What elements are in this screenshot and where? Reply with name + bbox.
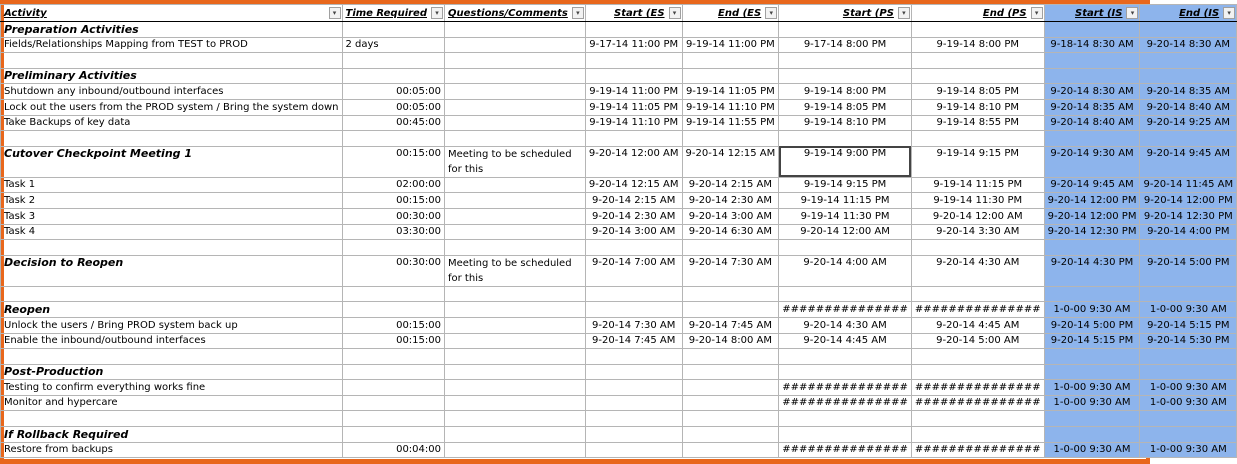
cell-is-end[interactable]: 1-0-00 9:30 AM xyxy=(1140,302,1237,318)
column-header-label: Questions/Comments xyxy=(448,8,568,19)
cell-ps-start[interactable]: 9-19-14 8:00 PM xyxy=(779,84,912,100)
cell-questions-comments[interactable] xyxy=(445,177,586,193)
cell-ps-start[interactable] xyxy=(779,411,912,427)
task-row xyxy=(1,37,1237,53)
cell-questions-comments[interactable] xyxy=(445,37,586,53)
cell-es-start[interactable]: 9-20-14 7:45 AM xyxy=(585,333,682,349)
cell-activity[interactable] xyxy=(1,286,343,302)
cell-questions-comments[interactable] xyxy=(445,333,586,349)
cell-es-end[interactable] xyxy=(682,427,779,443)
cell-activity[interactable] xyxy=(1,411,343,427)
cell-es-end[interactable]: 9-20-14 7:45 AM xyxy=(682,317,779,333)
cell-es-start[interactable] xyxy=(585,22,682,38)
task-row xyxy=(1,208,1237,224)
column-header-questions-comments[interactable] xyxy=(445,5,586,22)
cell-is-start[interactable]: 9-20-14 12:00 PM xyxy=(1044,208,1140,224)
cell-es-start[interactable] xyxy=(585,427,682,443)
cell-is-end[interactable]: 1-0-00 9:30 AM xyxy=(1140,442,1237,458)
cell-es-start[interactable] xyxy=(585,286,682,302)
cell-activity[interactable]: Restore from backups xyxy=(1,442,343,458)
cell-time-required[interactable] xyxy=(342,22,445,38)
cell-ps-end[interactable]: 9-19-14 11:15 PM xyxy=(911,177,1044,193)
cell-activity[interactable]: Decision to Reopen xyxy=(1,255,343,286)
cell-activity[interactable]: Enable the inbound/outbound interfaces xyxy=(1,333,343,349)
cell-ps-end[interactable]: 9-20-14 4:45 AM xyxy=(911,317,1044,333)
cell-questions-comments[interactable] xyxy=(445,442,586,458)
cell-ps-end[interactable] xyxy=(911,286,1044,302)
cell-ps-end[interactable]: 9-19-14 9:15 PM xyxy=(911,146,1044,177)
blank-row xyxy=(1,131,1237,147)
cell-is-end[interactable] xyxy=(1140,22,1237,38)
cell-activity[interactable]: Fields/Relationships Mapping from TEST to PROD xyxy=(1,37,343,53)
cell-time-required[interactable] xyxy=(342,411,445,427)
cell-time-required[interactable]: 00:05:00 xyxy=(342,99,445,115)
cell-es-start[interactable] xyxy=(585,349,682,365)
cell-is-start[interactable]: 9-20-14 9:45 AM xyxy=(1044,177,1140,193)
cell-es-start[interactable]: 9-20-14 12:00 AM xyxy=(585,146,682,177)
cell-es-start[interactable]: 9-20-14 3:00 AM xyxy=(585,224,682,240)
filter-dropdown-icon[interactable]: ▾ xyxy=(1126,7,1138,19)
cell-time-required[interactable]: 2 days xyxy=(342,37,445,53)
cell-questions-comments[interactable] xyxy=(445,224,586,240)
cell-es-start[interactable] xyxy=(585,380,682,396)
cell-is-end[interactable]: 9-20-14 11:45 AM xyxy=(1140,177,1237,193)
cell-es-end[interactable]: 9-19-14 11:55 PM xyxy=(682,115,779,131)
cell-time-required[interactable] xyxy=(342,68,445,84)
cell-time-required[interactable] xyxy=(342,349,445,365)
cell-es-end[interactable]: 9-20-14 3:00 AM xyxy=(682,208,779,224)
cell-es-end[interactable]: 9-20-14 6:30 AM xyxy=(682,224,779,240)
cell-questions-comments[interactable] xyxy=(445,411,586,427)
cell-is-end[interactable]: 9-20-14 4:00 PM xyxy=(1140,224,1237,240)
cell-time-required[interactable] xyxy=(342,131,445,147)
cell-activity[interactable]: Task 3 xyxy=(1,208,343,224)
cell-ps-start[interactable]: 9-20-14 4:45 AM xyxy=(779,333,912,349)
section-row xyxy=(1,22,1237,38)
cell-questions-comments[interactable]: Meeting to be scheduled for this xyxy=(445,255,586,286)
cell-ps-end[interactable]: 9-19-14 8:10 PM xyxy=(911,99,1044,115)
cell-is-start[interactable]: 1-0-00 9:30 AM xyxy=(1044,395,1140,411)
cell-is-end[interactable] xyxy=(1140,364,1237,380)
cell-es-end[interactable] xyxy=(682,302,779,318)
cell-ps-end[interactable] xyxy=(911,22,1044,38)
cell-is-end[interactable]: 9-20-14 9:45 AM xyxy=(1140,146,1237,177)
column-header-label: Start (IS xyxy=(1075,8,1123,19)
cell-es-end[interactable] xyxy=(682,68,779,84)
section-row xyxy=(1,427,1237,443)
cell-is-start[interactable]: 9-20-14 8:40 AM xyxy=(1044,115,1140,131)
section-row xyxy=(1,68,1237,84)
task-row xyxy=(1,224,1237,240)
cell-is-end[interactable]: 9-20-14 8:40 AM xyxy=(1140,99,1237,115)
cell-es-end[interactable] xyxy=(682,53,779,69)
cell-ps-end[interactable] xyxy=(911,411,1044,427)
cell-es-start[interactable]: 9-17-14 11:00 PM xyxy=(585,37,682,53)
cell-es-start[interactable] xyxy=(585,240,682,256)
cell-ps-start[interactable]: 9-19-14 8:10 PM xyxy=(779,115,912,131)
column-header-label: Activity xyxy=(4,8,47,19)
filter-dropdown-icon[interactable]: ▾ xyxy=(898,7,910,19)
cell-ps-end[interactable]: 9-19-14 11:30 PM xyxy=(911,193,1044,209)
cell-activity[interactable]: Reopen xyxy=(1,302,343,318)
cell-es-end[interactable] xyxy=(682,131,779,147)
cell-is-end[interactable] xyxy=(1140,411,1237,427)
cell-is-start[interactable]: 1-0-00 9:30 AM xyxy=(1044,442,1140,458)
cell-activity[interactable]: Cutover Checkpoint Meeting 1 xyxy=(1,146,343,177)
filter-dropdown-icon[interactable]: ▾ xyxy=(765,7,777,19)
cell-ps-end[interactable]: ############### xyxy=(911,302,1044,318)
column-header-label: Time Required xyxy=(345,8,427,19)
cell-ps-start[interactable]: 9-17-14 8:00 PM xyxy=(779,37,912,53)
cell-is-end[interactable] xyxy=(1140,68,1237,84)
cell-is-start[interactable]: 1-0-00 9:30 AM xyxy=(1044,380,1140,396)
cell-time-required[interactable]: 03:30:00 xyxy=(342,224,445,240)
cell-is-start[interactable]: 9-20-14 12:30 PM xyxy=(1044,224,1140,240)
cell-ps-end[interactable]: 9-20-14 5:00 AM xyxy=(911,333,1044,349)
cell-is-start[interactable]: 9-18-14 8:30 AM xyxy=(1044,37,1140,53)
cell-is-end[interactable]: 1-0-00 9:30 AM xyxy=(1140,395,1237,411)
column-header-is-end[interactable] xyxy=(1140,5,1237,22)
column-header-time-required[interactable] xyxy=(342,5,445,22)
cell-ps-start[interactable] xyxy=(779,131,912,147)
cell-time-required[interactable]: 00:05:00 xyxy=(342,84,445,100)
cell-es-end[interactable] xyxy=(682,411,779,427)
cell-ps-end[interactable]: ############### xyxy=(911,380,1044,396)
cell-ps-start[interactable] xyxy=(779,286,912,302)
cell-is-start[interactable] xyxy=(1044,240,1140,256)
cell-time-required[interactable] xyxy=(342,427,445,443)
filter-dropdown-icon[interactable]: ▾ xyxy=(1223,7,1235,19)
cell-es-start[interactable] xyxy=(585,131,682,147)
cell-time-required[interactable] xyxy=(342,286,445,302)
cell-time-required[interactable] xyxy=(342,240,445,256)
column-header-label: End (PS xyxy=(982,8,1027,19)
cell-is-start[interactable]: 1-0-00 9:30 AM xyxy=(1044,302,1140,318)
cell-questions-comments[interactable] xyxy=(445,84,586,100)
cell-ps-start[interactable]: 9-20-14 4:30 AM xyxy=(779,317,912,333)
cell-es-end[interactable]: 9-19-14 11:05 PM xyxy=(682,84,779,100)
cell-ps-end[interactable]: ############### xyxy=(911,442,1044,458)
cell-time-required[interactable]: 00:15:00 xyxy=(342,146,445,177)
cell-is-end[interactable] xyxy=(1140,286,1237,302)
cutover-schedule-table xyxy=(0,4,1237,458)
cell-is-start[interactable]: 9-20-14 5:00 PM xyxy=(1044,317,1140,333)
blank-row xyxy=(1,411,1237,427)
cell-is-start[interactable]: 9-20-14 5:15 PM xyxy=(1044,333,1140,349)
cell-ps-start[interactable]: 9-20-14 12:00 AM xyxy=(779,224,912,240)
cell-time-required[interactable] xyxy=(342,380,445,396)
column-header-label: End (ES xyxy=(718,8,762,19)
cell-ps-start[interactable]: ############### xyxy=(779,442,912,458)
cell-es-start[interactable]: 9-19-14 11:10 PM xyxy=(585,115,682,131)
cell-is-start[interactable] xyxy=(1044,427,1140,443)
cell-es-start[interactable]: 9-20-14 2:30 AM xyxy=(585,208,682,224)
cell-ps-end[interactable]: 9-20-14 4:30 AM xyxy=(911,255,1044,286)
cell-is-end[interactable]: 1-0-00 9:30 AM xyxy=(1140,380,1237,396)
cell-time-required[interactable]: 00:45:00 xyxy=(342,115,445,131)
cell-ps-start[interactable]: 9-20-14 4:00 AM xyxy=(779,255,912,286)
cell-es-end[interactable]: 9-20-14 12:15 AM xyxy=(682,146,779,177)
cell-is-start[interactable] xyxy=(1044,286,1140,302)
cell-ps-start[interactable]: 9-19-14 8:05 PM xyxy=(779,99,912,115)
cell-is-end[interactable] xyxy=(1140,240,1237,256)
cell-es-end[interactable]: 9-19-14 11:00 PM xyxy=(682,37,779,53)
cell-activity[interactable]: Lock out the users from the PROD system / Bring the system down xyxy=(1,99,343,115)
cell-time-required[interactable]: 00:04:00 xyxy=(342,442,445,458)
cell-questions-comments[interactable] xyxy=(445,349,586,365)
cell-is-end[interactable] xyxy=(1140,131,1237,147)
cell-ps-start[interactable]: ############### xyxy=(779,380,912,396)
cell-ps-start[interactable] xyxy=(779,427,912,443)
cell-es-start[interactable] xyxy=(585,302,682,318)
cell-time-required[interactable] xyxy=(342,364,445,380)
cell-ps-end[interactable]: 9-19-14 8:55 PM xyxy=(911,115,1044,131)
task-row xyxy=(1,333,1237,349)
cell-ps-end[interactable]: 9-20-14 12:00 AM xyxy=(911,208,1044,224)
cell-ps-end[interactable] xyxy=(911,240,1044,256)
cell-questions-comments[interactable] xyxy=(445,193,586,209)
cell-es-start[interactable] xyxy=(585,364,682,380)
cell-es-end[interactable] xyxy=(682,442,779,458)
cell-questions-comments[interactable] xyxy=(445,286,586,302)
cell-ps-end[interactable]: 9-19-14 8:00 PM xyxy=(911,37,1044,53)
task-row xyxy=(1,177,1237,193)
cell-ps-end[interactable] xyxy=(911,427,1044,443)
cell-ps-end[interactable] xyxy=(911,131,1044,147)
cell-ps-start[interactable]: 9-19-14 9:15 PM xyxy=(779,177,912,193)
cell-es-start[interactable]: 9-20-14 12:15 AM xyxy=(585,177,682,193)
cell-activity[interactable]: If Rollback Required xyxy=(1,427,343,443)
filter-dropdown-icon[interactable]: ▾ xyxy=(669,7,681,19)
cell-activity[interactable] xyxy=(1,349,343,365)
cell-ps-start[interactable]: ############### xyxy=(779,395,912,411)
cell-is-start[interactable]: 9-20-14 9:30 AM xyxy=(1044,146,1140,177)
cell-ps-start[interactable] xyxy=(779,240,912,256)
cell-ps-start[interactable] xyxy=(779,349,912,365)
cell-activity[interactable]: Task 2 xyxy=(1,193,343,209)
header-row xyxy=(1,5,1237,22)
blank-row xyxy=(1,286,1237,302)
cell-questions-comments[interactable] xyxy=(445,395,586,411)
cell-activity[interactable]: Task 1 xyxy=(1,177,343,193)
cell-ps-start[interactable] xyxy=(779,364,912,380)
cell-es-start[interactable] xyxy=(585,395,682,411)
cell-time-required[interactable]: 02:00:00 xyxy=(342,177,445,193)
cell-time-required[interactable]: 00:15:00 xyxy=(342,317,445,333)
cell-es-start[interactable]: 9-20-14 7:00 AM xyxy=(585,255,682,286)
cell-time-required[interactable] xyxy=(342,302,445,318)
column-header-activity[interactable] xyxy=(1,5,343,22)
cell-is-end[interactable]: 9-20-14 9:25 AM xyxy=(1140,115,1237,131)
cell-ps-end[interactable] xyxy=(911,349,1044,365)
cell-activity[interactable]: Shutdown any inbound/outbound interfaces xyxy=(1,84,343,100)
cell-is-start[interactable] xyxy=(1044,53,1140,69)
cell-is-start[interactable] xyxy=(1044,68,1140,84)
cell-questions-comments[interactable] xyxy=(445,115,586,131)
cell-activity[interactable]: Preliminary Activities xyxy=(1,68,343,84)
cell-questions-comments[interactable] xyxy=(445,208,586,224)
task-row xyxy=(1,380,1237,396)
cell-es-end[interactable] xyxy=(682,380,779,396)
cell-es-end[interactable] xyxy=(682,240,779,256)
cell-activity[interactable]: Monitor and hypercare xyxy=(1,395,343,411)
cell-is-end[interactable]: 9-20-14 12:30 PM xyxy=(1140,208,1237,224)
section-row xyxy=(1,302,1237,318)
column-header-label: Start (ES xyxy=(614,8,665,19)
cell-es-end[interactable]: 9-20-14 7:30 AM xyxy=(682,255,779,286)
cell-ps-start[interactable]: 9-19-14 11:15 PM xyxy=(779,193,912,209)
task-row xyxy=(1,442,1237,458)
cell-activity[interactable]: Testing to confirm everything works fine xyxy=(1,380,343,396)
cell-is-start[interactable]: 9-20-14 8:35 AM xyxy=(1044,99,1140,115)
cell-ps-end[interactable]: 9-19-14 8:05 PM xyxy=(911,84,1044,100)
cell-es-end[interactable]: 9-20-14 2:30 AM xyxy=(682,193,779,209)
column-header-es-end[interactable] xyxy=(682,5,779,22)
task-row xyxy=(1,84,1237,100)
cell-time-required[interactable] xyxy=(342,395,445,411)
cell-time-required[interactable]: 00:15:00 xyxy=(342,333,445,349)
column-header-label: Start (PS xyxy=(842,8,894,19)
cell-is-start[interactable] xyxy=(1044,411,1140,427)
cell-is-start[interactable] xyxy=(1044,349,1140,365)
cell-questions-comments[interactable] xyxy=(445,380,586,396)
cell-questions-comments[interactable] xyxy=(445,22,586,38)
cell-es-start[interactable] xyxy=(585,411,682,427)
cell-questions-comments[interactable] xyxy=(445,53,586,69)
cell-is-end[interactable]: 9-20-14 5:00 PM xyxy=(1140,255,1237,286)
section-row xyxy=(1,146,1237,177)
cell-es-end[interactable] xyxy=(682,395,779,411)
cell-es-start[interactable]: 9-20-14 2:15 AM xyxy=(585,193,682,209)
blank-row xyxy=(1,240,1237,256)
column-header-ps-end[interactable] xyxy=(911,5,1044,22)
column-header-es-start[interactable] xyxy=(585,5,682,22)
filter-dropdown-icon[interactable]: ▾ xyxy=(329,7,341,19)
cell-ps-start[interactable]: 9-19-14 9:00 PM xyxy=(779,146,912,177)
cell-es-end[interactable] xyxy=(682,349,779,365)
cell-activity[interactable]: Task 4 xyxy=(1,224,343,240)
cell-is-end[interactable] xyxy=(1140,53,1237,69)
cell-es-start[interactable] xyxy=(585,442,682,458)
cell-es-start[interactable]: 9-19-14 11:00 PM xyxy=(585,84,682,100)
column-header-label: End (IS xyxy=(1179,8,1220,19)
filter-dropdown-icon[interactable]: ▾ xyxy=(431,7,443,19)
cell-questions-comments[interactable] xyxy=(445,240,586,256)
cell-questions-comments[interactable] xyxy=(445,68,586,84)
cell-ps-start[interactable] xyxy=(779,68,912,84)
section-row xyxy=(1,364,1237,380)
cell-es-start[interactable]: 9-20-14 7:30 AM xyxy=(585,317,682,333)
cell-activity[interactable] xyxy=(1,53,343,69)
cell-es-start[interactable]: 9-19-14 11:05 PM xyxy=(585,99,682,115)
cell-time-required[interactable] xyxy=(342,53,445,69)
cell-is-start[interactable]: 9-20-14 8:30 AM xyxy=(1044,84,1140,100)
cell-is-end[interactable]: 9-20-14 8:35 AM xyxy=(1140,84,1237,100)
cell-es-end[interactable]: 9-20-14 8:00 AM xyxy=(682,333,779,349)
cell-is-start[interactable] xyxy=(1044,22,1140,38)
cell-is-start[interactable] xyxy=(1044,364,1140,380)
blank-row xyxy=(1,349,1237,365)
cell-activity[interactable] xyxy=(1,131,343,147)
cell-questions-comments[interactable] xyxy=(445,302,586,318)
cell-questions-comments[interactable] xyxy=(445,427,586,443)
cell-ps-end[interactable] xyxy=(911,364,1044,380)
cell-es-end[interactable]: 9-19-14 11:10 PM xyxy=(682,99,779,115)
task-row xyxy=(1,115,1237,131)
blank-row xyxy=(1,53,1237,69)
cell-es-start[interactable] xyxy=(585,68,682,84)
cell-ps-end[interactable]: ############### xyxy=(911,395,1044,411)
cell-ps-end[interactable]: 9-20-14 3:30 AM xyxy=(911,224,1044,240)
cell-ps-start[interactable] xyxy=(779,22,912,38)
cell-ps-start[interactable]: 9-19-14 11:30 PM xyxy=(779,208,912,224)
task-row xyxy=(1,317,1237,333)
cell-is-start[interactable]: 9-20-14 4:30 PM xyxy=(1044,255,1140,286)
cell-questions-comments[interactable] xyxy=(445,317,586,333)
cell-es-end[interactable] xyxy=(682,22,779,38)
cell-questions-comments[interactable]: Meeting to be scheduled for this xyxy=(445,146,586,177)
cell-is-end[interactable]: 9-20-14 12:00 PM xyxy=(1140,193,1237,209)
cell-es-end[interactable]: 9-20-14 2:15 AM xyxy=(682,177,779,193)
column-header-is-start[interactable] xyxy=(1044,5,1140,22)
cell-activity[interactable]: Preparation Activities xyxy=(1,22,343,38)
cell-is-start[interactable] xyxy=(1044,131,1140,147)
cell-is-end[interactable] xyxy=(1140,349,1237,365)
cell-es-end[interactable] xyxy=(682,286,779,302)
task-row xyxy=(1,193,1237,209)
cell-activity[interactable]: Unlock the users / Bring PROD system back up xyxy=(1,317,343,333)
cell-ps-end[interactable] xyxy=(911,68,1044,84)
cell-is-end[interactable] xyxy=(1140,427,1237,443)
filter-dropdown-icon[interactable]: ▾ xyxy=(1031,7,1043,19)
cell-es-start[interactable] xyxy=(585,53,682,69)
cell-questions-comments[interactable] xyxy=(445,364,586,380)
cell-ps-start[interactable] xyxy=(779,53,912,69)
cell-questions-comments[interactable] xyxy=(445,131,586,147)
cell-questions-comments[interactable] xyxy=(445,99,586,115)
cell-activity[interactable] xyxy=(1,240,343,256)
section-row xyxy=(1,255,1237,286)
task-row xyxy=(1,395,1237,411)
cell-ps-end[interactable] xyxy=(911,53,1044,69)
cell-is-end[interactable]: 9-20-14 5:30 PM xyxy=(1140,333,1237,349)
filter-dropdown-icon[interactable]: ▾ xyxy=(572,7,584,19)
cell-is-start[interactable]: 9-20-14 12:00 PM xyxy=(1044,193,1140,209)
cell-is-end[interactable]: 9-20-14 8:30 AM xyxy=(1140,37,1237,53)
cell-activity[interactable]: Post-Production xyxy=(1,364,343,380)
cell-time-required[interactable]: 00:30:00 xyxy=(342,255,445,286)
column-header-ps-start[interactable] xyxy=(779,5,912,22)
task-row xyxy=(1,99,1237,115)
cell-activity[interactable]: Take Backups of key data xyxy=(1,115,343,131)
cell-ps-start[interactable]: ############### xyxy=(779,302,912,318)
cell-is-end[interactable]: 9-20-14 5:15 PM xyxy=(1140,317,1237,333)
cell-time-required[interactable]: 00:15:00 xyxy=(342,193,445,209)
cell-time-required[interactable]: 00:30:00 xyxy=(342,208,445,224)
cell-es-end[interactable] xyxy=(682,364,779,380)
